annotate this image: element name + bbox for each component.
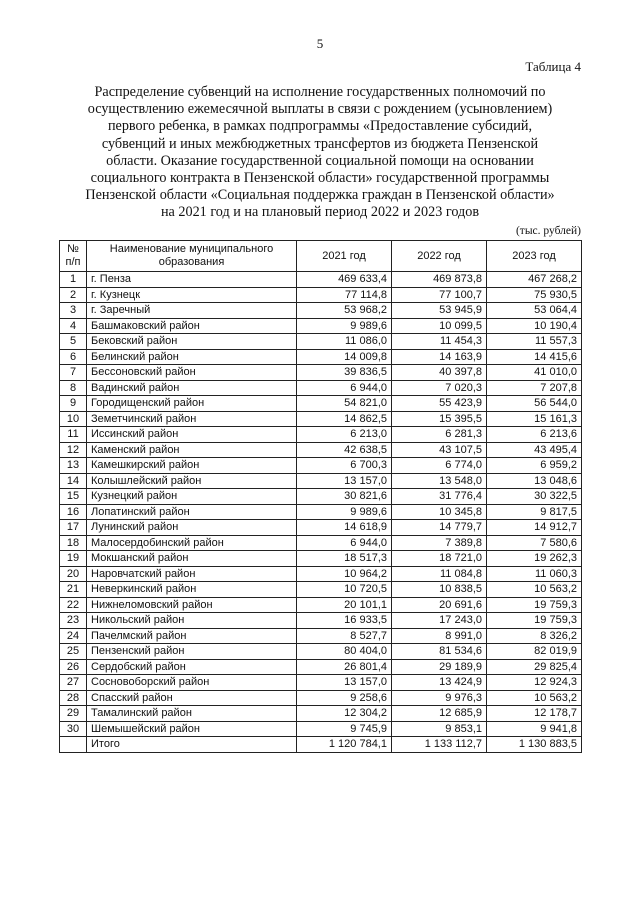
value-2023: 43 495,4: [487, 442, 582, 458]
title-line: Распределение субвенций на исполнение государственных полномочий по: [94, 84, 546, 100]
value-2021: 26 801,4: [297, 659, 392, 675]
total-label: Итого: [87, 737, 297, 753]
value-2023: 7 207,8: [487, 380, 582, 396]
table-header-row: [60, 241, 582, 272]
value-2022: 7 020,3: [392, 380, 487, 396]
municipality-name: Спасский район: [87, 690, 297, 706]
value-2023: 467 268,2: [487, 272, 582, 288]
municipality-name: Белинский район: [87, 349, 297, 365]
table-row: [60, 721, 582, 737]
row-number: 15: [60, 489, 87, 505]
municipality-name: г. Пенза: [87, 272, 297, 288]
municipality-name: Мокшанский район: [87, 551, 297, 567]
municipality-name: Малосердобинский район: [87, 535, 297, 551]
value-2021: 8 527,7: [297, 628, 392, 644]
table-row: [60, 613, 582, 629]
row-number: 13: [60, 458, 87, 474]
value-2022: 9 853,1: [392, 721, 487, 737]
row-number: 24: [60, 628, 87, 644]
row-number: 21: [60, 582, 87, 598]
value-2022: 8 991,0: [392, 628, 487, 644]
row-number: 26: [60, 659, 87, 675]
total-number-cell: [60, 737, 87, 753]
value-2021: 12 304,2: [297, 706, 392, 722]
row-number: 5: [60, 334, 87, 350]
table-body: [60, 272, 582, 737]
header-number-line1: №: [67, 243, 79, 255]
table-row: [60, 628, 582, 644]
value-2022: 43 107,5: [392, 442, 487, 458]
table-row: [60, 489, 582, 505]
value-2022: 40 397,8: [392, 365, 487, 381]
table-row: [60, 380, 582, 396]
value-2021: 39 836,5: [297, 365, 392, 381]
value-2023: 11 557,3: [487, 334, 582, 350]
value-2021: 80 404,0: [297, 644, 392, 660]
row-number: 1: [60, 272, 87, 288]
value-2022: 20 691,6: [392, 597, 487, 613]
value-2021: 53 968,2: [297, 303, 392, 319]
municipality-name: Земетчинский район: [87, 411, 297, 427]
value-2022: 469 873,8: [392, 272, 487, 288]
header-municipality: [87, 241, 297, 272]
table-row: [60, 411, 582, 427]
table-row: [60, 442, 582, 458]
table-row: [60, 473, 582, 489]
value-2022: 11 084,8: [392, 566, 487, 582]
municipality-name: Башмаковский район: [87, 318, 297, 334]
title-line: осуществлению ежемесячной выплаты в связи с рождением (усыновлением): [87, 101, 553, 118]
table-row: [60, 365, 582, 381]
value-2021: 10 964,2: [297, 566, 392, 582]
table-row: [60, 582, 582, 598]
value-2023: 75 930,5: [487, 287, 582, 303]
value-2023: 29 825,4: [487, 659, 582, 675]
row-number: 2: [60, 287, 87, 303]
title-line: первого ребенка, в рамках подпрограммы «Предоставление субсидий,: [107, 118, 533, 135]
table-row: [60, 303, 582, 319]
row-number: 25: [60, 644, 87, 660]
value-2022: 10 099,5: [392, 318, 487, 334]
row-number: 14: [60, 473, 87, 489]
value-2023: 11 060,3: [487, 566, 582, 582]
value-2022: 15 395,5: [392, 411, 487, 427]
row-number: 7: [60, 365, 87, 381]
value-2021: 469 633,4: [297, 272, 392, 288]
table-row: [60, 566, 582, 582]
table-row: [60, 396, 582, 412]
row-number: 4: [60, 318, 87, 334]
header-number: [60, 241, 87, 272]
value-2021: 77 114,8: [297, 287, 392, 303]
value-2022: 14 163,9: [392, 349, 487, 365]
value-2023: 9 941,8: [487, 721, 582, 737]
municipality-name: Неверкинский район: [87, 582, 297, 598]
value-2021: 9 989,6: [297, 504, 392, 520]
value-2023: 30 322,5: [487, 489, 582, 505]
table-row: [60, 690, 582, 706]
value-2023: 14 415,6: [487, 349, 582, 365]
table-row: [60, 520, 582, 536]
table-row: [60, 504, 582, 520]
value-2022: 7 389,8: [392, 535, 487, 551]
value-2023: 56 544,0: [487, 396, 582, 412]
municipality-name: Иссинский район: [87, 427, 297, 443]
header-2021: 2021 год: [297, 241, 392, 272]
table-row: [60, 644, 582, 660]
value-2021: 14 618,9: [297, 520, 392, 536]
value-2021: 13 157,0: [297, 473, 392, 489]
value-2023: 12 178,7: [487, 706, 582, 722]
municipality-name: Сосновоборский район: [87, 675, 297, 691]
municipality-name: Шемышейский район: [87, 721, 297, 737]
value-2021: 14 009,8: [297, 349, 392, 365]
municipality-name: г. Кузнецк: [87, 287, 297, 303]
table-row: [60, 318, 582, 334]
row-number: 22: [60, 597, 87, 613]
value-2023: 19 759,3: [487, 613, 582, 629]
value-2022: 12 685,9: [392, 706, 487, 722]
header-2023: 2023 год: [487, 241, 582, 272]
units-note: (тыс. рублей): [515, 225, 581, 237]
table-row: [60, 287, 582, 303]
table-row: [60, 597, 582, 613]
row-number: 28: [60, 690, 87, 706]
value-2023: 19 759,3: [487, 597, 582, 613]
table-row: [60, 535, 582, 551]
value-2022: 81 534,6: [392, 644, 487, 660]
municipality-name: Камешкирский район: [87, 458, 297, 474]
row-number: 20: [60, 566, 87, 582]
municipality-name: Наровчатский район: [87, 566, 297, 582]
municipality-name: Каменский район: [87, 442, 297, 458]
value-2021: 42 638,5: [297, 442, 392, 458]
total-row: [60, 737, 582, 753]
row-number: 16: [60, 504, 87, 520]
municipality-name: Тамалинский район: [87, 706, 297, 722]
row-number: 12: [60, 442, 87, 458]
row-number: 19: [60, 551, 87, 567]
row-number: 11: [60, 427, 87, 443]
value-2021: 6 944,0: [297, 535, 392, 551]
value-2021: 6 944,0: [297, 380, 392, 396]
header-municipality-line2: образования: [158, 256, 225, 268]
value-2021: 20 101,1: [297, 597, 392, 613]
row-number: 27: [60, 675, 87, 691]
value-2021: 14 862,5: [297, 411, 392, 427]
value-2022: 10 838,5: [392, 582, 487, 598]
municipality-name: Бековский район: [87, 334, 297, 350]
document-title: [60, 84, 580, 222]
table-row: [60, 349, 582, 365]
header-2022: 2022 год: [392, 241, 487, 272]
title-line: Пензенской области «Социальная поддержка граждан в Пензенской области»: [85, 187, 555, 204]
value-2022: 13 548,0: [392, 473, 487, 489]
value-2023: 53 064,4: [487, 303, 582, 319]
row-number: 9: [60, 396, 87, 412]
municipality-name: Городищенский район: [87, 396, 297, 412]
value-2022: 18 721,0: [392, 551, 487, 567]
row-number: 29: [60, 706, 87, 722]
table-row: [60, 675, 582, 691]
value-2022: 53 945,9: [392, 303, 487, 319]
page-number: 5: [316, 36, 324, 51]
row-number: 17: [60, 520, 87, 536]
value-2023: 19 262,3: [487, 551, 582, 567]
value-2021: 9 258,6: [297, 690, 392, 706]
value-2023: 41 010,0: [487, 365, 582, 381]
table-row: [60, 659, 582, 675]
value-2021: 6 213,0: [297, 427, 392, 443]
value-2022: 9 976,3: [392, 690, 487, 706]
value-2021: 6 700,3: [297, 458, 392, 474]
value-2023: 15 161,3: [487, 411, 582, 427]
municipality-name: Бессоновский район: [87, 365, 297, 381]
municipality-name: Колышлейский район: [87, 473, 297, 489]
value-2022: 14 779,7: [392, 520, 487, 536]
value-2021: 11 086,0: [297, 334, 392, 350]
value-2023: 8 326,2: [487, 628, 582, 644]
value-2023: 13 048,6: [487, 473, 582, 489]
row-number: 18: [60, 535, 87, 551]
value-2023: 10 563,2: [487, 582, 582, 598]
municipality-name: Кузнецкий район: [87, 489, 297, 505]
table-row: [60, 334, 582, 350]
value-2021: 54 821,0: [297, 396, 392, 412]
value-2023: 7 580,6: [487, 535, 582, 551]
value-2023: 14 912,7: [487, 520, 582, 536]
title-line: социального контракта в Пензенской области» государственной программы: [90, 170, 550, 187]
title-line: области. Оказание государственной социальной помощи на основании: [106, 152, 534, 169]
title-line: субвенций и иных межбюджетных трансфертов из бюджета Пензенской: [101, 135, 539, 152]
total-2023: 1 130 883,5: [487, 737, 582, 753]
value-2023: 10 563,2: [487, 690, 582, 706]
table-row: [60, 551, 582, 567]
value-2022: 55 423,9: [392, 396, 487, 412]
value-2023: 10 190,4: [487, 318, 582, 334]
municipality-name: Никольский район: [87, 613, 297, 629]
value-2021: 10 720,5: [297, 582, 392, 598]
subvention-table: [59, 240, 582, 753]
value-2022: 6 774,0: [392, 458, 487, 474]
value-2022: 17 243,0: [392, 613, 487, 629]
value-2021: 16 933,5: [297, 613, 392, 629]
total-2022: 1 133 112,7: [392, 737, 487, 753]
municipality-name: Лунинский район: [87, 520, 297, 536]
row-number: 6: [60, 349, 87, 365]
header-municipality-line1: Наименование муниципального: [109, 243, 274, 255]
title-line: на 2021 год и на плановый период 2022 и 2023 годов: [160, 204, 480, 221]
value-2021: 13 157,0: [297, 675, 392, 691]
municipality-name: Сердобский район: [87, 659, 297, 675]
value-2022: 6 281,3: [392, 427, 487, 443]
value-2022: 31 776,4: [392, 489, 487, 505]
municipality-name: Лопатинский район: [87, 504, 297, 520]
value-2021: 9 745,9: [297, 721, 392, 737]
row-number: 3: [60, 303, 87, 319]
table-row: [60, 706, 582, 722]
row-number: 8: [60, 380, 87, 396]
row-number: 10: [60, 411, 87, 427]
value-2023: 6 213,6: [487, 427, 582, 443]
value-2021: 30 821,6: [297, 489, 392, 505]
total-2021: 1 120 784,1: [297, 737, 392, 753]
value-2022: 13 424,9: [392, 675, 487, 691]
table-label: Таблица 4: [525, 59, 581, 74]
header-number-line2: п/п: [65, 256, 81, 268]
municipality-name: Вадинский район: [87, 380, 297, 396]
value-2023: 82 019,9: [487, 644, 582, 660]
table-row: [60, 427, 582, 443]
value-2023: 6 959,2: [487, 458, 582, 474]
municipality-name: Нижнеломовский район: [87, 597, 297, 613]
table-row: [60, 272, 582, 288]
value-2023: 12 924,3: [487, 675, 582, 691]
value-2023: 9 817,5: [487, 504, 582, 520]
municipality-name: Пачелмский район: [87, 628, 297, 644]
value-2022: 29 189,9: [392, 659, 487, 675]
table-row: [60, 458, 582, 474]
value-2022: 11 454,3: [392, 334, 487, 350]
value-2021: 9 989,6: [297, 318, 392, 334]
row-number: 23: [60, 613, 87, 629]
value-2022: 10 345,8: [392, 504, 487, 520]
municipality-name: г. Заречный: [87, 303, 297, 319]
value-2021: 18 517,3: [297, 551, 392, 567]
row-number: 30: [60, 721, 87, 737]
municipality-name: Пензенский район: [87, 644, 297, 660]
value-2022: 77 100,7: [392, 287, 487, 303]
